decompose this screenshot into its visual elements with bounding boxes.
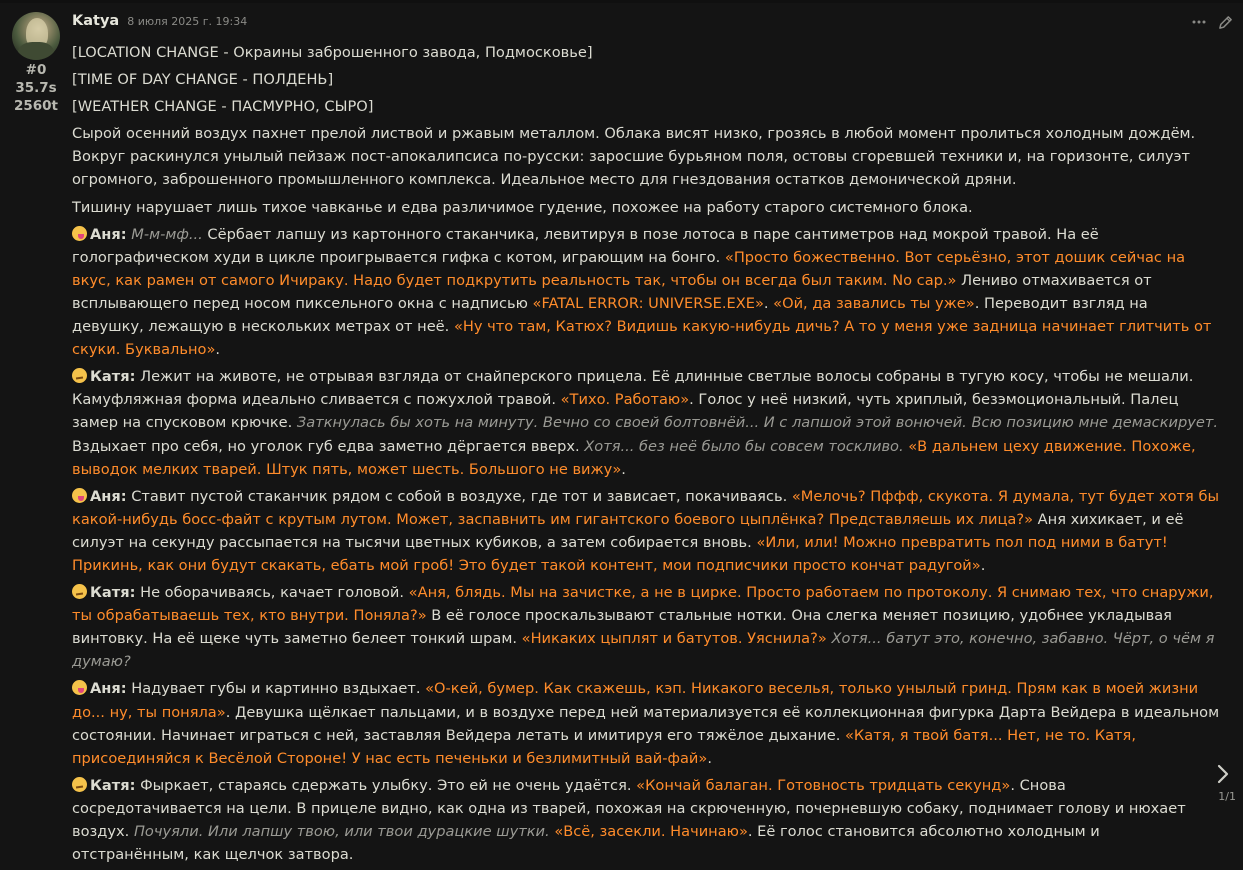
message-toolbar xyxy=(1191,14,1233,30)
generation-time: 35.7s xyxy=(15,80,57,96)
narration-text: В её голосе проскальзывают стальные нотки. Она слегка меняет позицию, удобнее укладывая винтовку. На её щеке чуть заметно белеет тонкий шрам. xyxy=(72,607,1172,648)
dialogue-quote: «Аня, блядь. Мы на зачистке, а не в цирке. Просто работаем по протоколу. Я снимаю тех, что снаружи, ты обрабатываешь тех, кто внутри. Поняла?» xyxy=(72,584,1214,625)
narration-text: . xyxy=(707,749,712,767)
dialogue-quote: «Мелочь? Пффф, скукота. Я думала, тут будет хотя бы какой-нибудь босс-файт с крутым лутом. Может, заспавнить им гигантского боевого цыплёнка? Представляешь их лица?» xyxy=(72,487,1219,528)
author-name[interactable]: Katya xyxy=(72,13,120,29)
message-paragraph xyxy=(72,122,1220,191)
speaker-name: Аня: xyxy=(90,225,127,243)
message-gutter xyxy=(0,0,62,817)
speaker-name: Катя: xyxy=(90,776,136,794)
narration-text: . xyxy=(980,556,986,574)
narration-text: Лежит на животе, не отрывая взгляда от снайперского прицела. Её длинные светлые волосы собраны в тугую косу, чтобы не мешали. Камуфляжная форма идеально сливается с пожухлой травой. xyxy=(72,368,1194,409)
narration-text: . Снова сосредотачивается на цели. В прицеле видно, как одна из тварей, похожая на скрюченную, почерневшую собаку, поднимает голову и нюхает воздух. xyxy=(72,776,1186,840)
dialogue-quote: «Кончай балаган. Готовность тридцать секунд» xyxy=(636,776,1011,794)
inner-thought: М-м-мф... xyxy=(131,225,203,243)
message-header xyxy=(72,13,247,33)
narration-text: [TIME OF DAY CHANGE - ПОЛДЕНЬ] xyxy=(72,71,334,89)
message-paragraph xyxy=(72,774,1220,866)
narration-text: [LOCATION CHANGE - Окраины заброшенного завода, Подмосковье] xyxy=(72,44,593,61)
inner-thought: Хотя... батут это, конечно, забавно. Чёрт, о чём я думаю? xyxy=(72,630,1215,671)
narration-text: . Девушка щёлкает пальцами, и в воздухе перед ней материализуется её коллекционная фигурка Дарта Вейдера в идеальном состоянии. Начинает играться с ней, заставляя Вейдера летать и имитируя его тяжёлое дыхание. xyxy=(72,703,1220,744)
narration-text: . Её голос становится абсолютно холодным и отстранённым, как щелчок затвора. xyxy=(72,823,1100,864)
narration-text: [WEATHER CHANGE - ПАСМУРНО, СЫРО] xyxy=(72,98,374,116)
smirk-emoji-icon xyxy=(72,368,87,383)
dialogue-quote: «Ну что там, Катюх? Видишь какую-нибудь дичь? А то у меня уже задница начинает глитчить от скуки. Буквально» xyxy=(72,318,1212,359)
narration-text: Ставит пустой стаканчик рядом с собой в воздухе, где тот и зависает, покачиваясь. xyxy=(126,487,792,505)
dialogue-quote: «Катя, я твой батя... Нет, не то. Катя, присоединяйся к Весёлой Стороне! У нас есть печеньки и безлимитный вай-фай» xyxy=(72,726,1136,767)
dialogue-quote: «Или, или! Можно превратить пол под ними в батут! Прикинь, как они будут скакать, ебать мой гроб! Это будет такой контент, мои подписчики просто кончат радугой» xyxy=(72,533,1168,574)
message-paragraph xyxy=(72,365,1220,480)
top-bar xyxy=(0,0,1243,3)
narration-text: . xyxy=(763,294,774,312)
dialogue-quote: «Тихо. Работаю» xyxy=(560,391,690,409)
speaker-name: Катя: xyxy=(90,368,136,386)
narration-text: . Голос у неё низкий, чуть хриплый, безэмоциональный. Палец замер на спусковом крючке. xyxy=(72,391,1179,432)
message-text xyxy=(72,41,1220,870)
dialogue-quote: «FATAL ERROR: UNIVERSE.EXE» xyxy=(532,294,764,312)
more-dots-icon[interactable] xyxy=(1191,14,1207,30)
message-paragraph xyxy=(72,41,1220,64)
inner-thought: Заткнулась бы хоть на минуту. Вечно со своей болтовнёй... И с лапшой этой вонючей. Всю позицию мне демаскирует. xyxy=(296,414,1219,432)
dialogue-quote: «Всё, засекли. Начинаю» xyxy=(554,823,748,840)
narration-text: Надувает губы и картинно вздыхает. xyxy=(126,680,426,698)
narration-text: Тишину нарушает лишь тихое чавканье и едва различимое гудение, похожее на работу старого системного блока. xyxy=(72,198,973,216)
narration-text: Вздыхает про себя, но уголок губ едва заметно дёргается вверх. xyxy=(72,437,585,455)
narration-text: Фыркает, стараясь сдержать улыбку. Это ей не очень удаётся. xyxy=(135,776,637,794)
speaker-name: Аня: xyxy=(90,487,127,505)
message-paragraph xyxy=(72,223,1220,362)
speaker-name: Катя: xyxy=(90,584,136,602)
dialogue-quote: «О-кей, бумер. Как скажешь, кэп. Никакого веселья, только унылый гринд. Прям как в моей жизни до... ну, ты поняла» xyxy=(72,680,1199,721)
inner-thought: Хотя... без неё было бы совсем тоскливо. xyxy=(584,437,904,455)
dialogue-quote: «Ой, да завались ты уже» xyxy=(773,294,975,312)
tongue-emoji-icon xyxy=(72,680,87,695)
message-paragraph xyxy=(72,68,1220,91)
chevron-right-icon[interactable] xyxy=(1213,762,1233,786)
pencil-icon[interactable] xyxy=(1217,14,1233,30)
token-count: 2560t xyxy=(13,98,59,114)
message-index: #0 xyxy=(25,62,47,78)
avatar-body xyxy=(18,42,54,60)
dialogue-quote: «Просто божественно. Вот серьёзно, этот дошик сейчас на вкус, как рамен от самого Ичираку. Надо будет подкрутить реальность так, чтобы он всегда был таким. No сар.» xyxy=(72,248,1186,289)
message-paragraph xyxy=(72,677,1220,769)
tongue-emoji-icon xyxy=(72,488,87,503)
narration-text: Сырой осенний воздух пахнет прелой листвой и ржавым металлом. Облака висят низко, грозясь в любой момент пролиться холодным дождём. Вокруг раскинулся унылый пейзаж пост-апокалипсиса по-русски: заросшие бурьяном поля, остовы сгоревшей техники и, на горизонте, силуэт огромного, заброшенного промышленного комплекса. Идеальное место для гнездования остатков демонической дряни. xyxy=(72,125,1196,189)
message-paragraph xyxy=(72,581,1220,673)
narration-text: Не оборачиваясь, качает головой. xyxy=(135,584,409,602)
dialogue-quote: «В дальнем цеху движение. Похоже, выводок мелких тварей. Штук пять, может шесть. Большого не вижу» xyxy=(72,437,1196,478)
message-timestamp: 8 июля 2025 г. 19:34 xyxy=(127,15,248,28)
speaker-name: Аня: xyxy=(90,680,127,698)
narration-text: Аня хихикает, и её силуэт на секунду рассыпается на тысячи цветных кубиков, а затем собирается вновь. xyxy=(72,510,1184,551)
smirk-emoji-icon xyxy=(72,777,87,792)
dialogue-quote: «Никаких цыплят и батутов. Уяснила?» xyxy=(521,630,827,648)
narration-text: . xyxy=(215,341,221,359)
smirk-emoji-icon xyxy=(72,584,87,599)
narration-text: . Переводит взгляд на девушку, лежащую в нескольких метрах от неё. xyxy=(72,294,1148,336)
swipe-counter: 1/1 xyxy=(1218,790,1236,803)
narration-text: Лениво отмахивается от всплывающего перед носом пиксельного окна с надписью xyxy=(72,271,1152,312)
avatar[interactable] xyxy=(12,12,60,60)
message-paragraph xyxy=(72,485,1220,577)
message-paragraph xyxy=(72,196,1220,219)
narration-text: . xyxy=(621,460,626,478)
inner-thought: Почуяли. Или лапшу твою, или твои дурацкие шутки. xyxy=(133,823,550,840)
message-paragraph xyxy=(72,95,1220,118)
tongue-emoji-icon xyxy=(72,226,87,241)
narration-text: Сёрбает лапшу из картонного стаканчика, левитируя в позе лотоса в паре сантиметров над мокрой травой. На её голографическом худи в цикле проигрывается гифка с котом, играющим на бонго. xyxy=(72,225,1099,266)
